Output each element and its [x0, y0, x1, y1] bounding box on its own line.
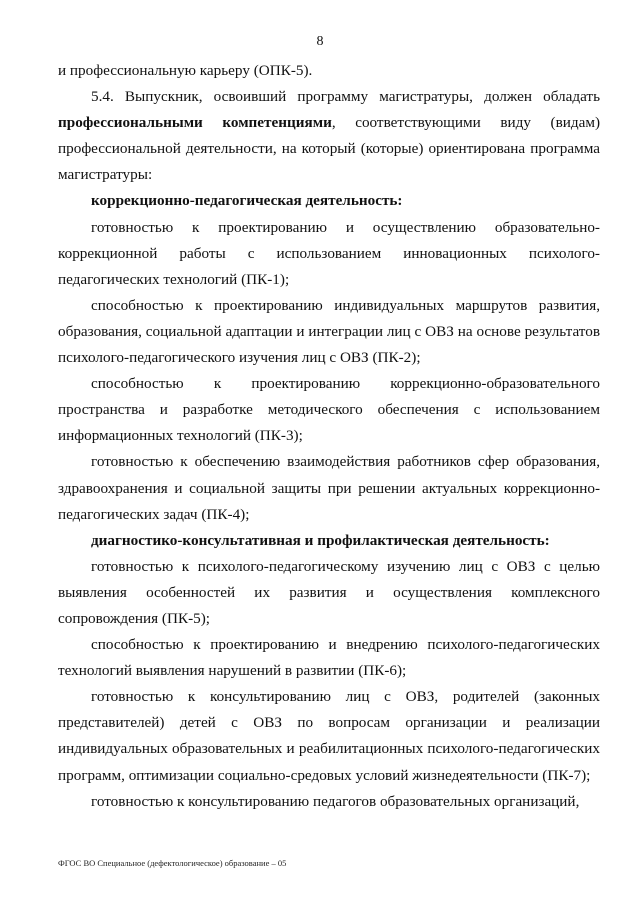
page-number: 8	[316, 34, 324, 49]
competence-pk-6: способностью к проектированию и внедрению психолого-педагогических технологий выявления нарушений в развитии (ПК-6);	[58, 636, 600, 680]
paragraph-5-4-lead: 5.4. Выпускник, освоивший программу магистратуры, должен обладать	[91, 88, 600, 106]
section-heading-correctional: коррекционно-педагогическая деятельность:	[91, 192, 403, 210]
competence-pk-2: способностью к проектированию индивидуальных маршрутов развития, образования, социальной адаптации и интеграции лиц с ОВЗ на основе результатов психолого-педагогического изучения лиц с ОВЗ (ПК-2);	[58, 296, 600, 367]
paragraph-continuation: и профессиональную карьеру (ОПК-5).	[58, 62, 313, 79]
competence-pk-5: готовностью к психолого-педагогическому изучению лиц с ОВЗ с целью выявления особенностей их развития и осуществления комплексного сопровождения (ПК-5);	[58, 557, 600, 627]
page-footer: ФГОС ВО Специальное (дефектологическое) образование – 05	[58, 858, 287, 868]
paragraph-5-4-bold: профессиональными компетенциями	[58, 114, 332, 132]
competence-pk-8-start: готовностью к консультированию педагогов образовательных организаций,	[91, 792, 580, 810]
competence-pk-1: готовностью к проектированию и осуществлению образовательно-коррекционной работы с использованием инновационных психолого-педагогических технологий (ПК-1);	[58, 218, 600, 288]
paragraph-5-4	[58, 84, 600, 188]
competence-pk-4: готовностью к обеспечению взаимодействия работников сфер образования, здравоохранения и социальной защиты при решении актуальных коррекционно-педагогических задач (ПК-4);	[58, 453, 600, 523]
paragraph-5-4-tail: , соответствующими виду (видам) профессиональной деятельности, на который (которые) ориентирована программа магистратуры:	[58, 114, 601, 184]
competence-pk-7: готовностью к консультированию лиц с ОВЗ, родителей (законных представителей) детей с ОВЗ по вопросам организации и реализации индивидуальных образовательных и реабилитационных психолого-педагогических программ, оптимизации социально-средовых условий жизнедеятельности (ПК-7);	[58, 688, 600, 784]
competence-pk-3: способностью к проектированию коррекционно-образовательного пространства и разработке методического обеспечения с использованием информационных технологий (ПК-3);	[58, 375, 600, 445]
document-body	[58, 58, 600, 815]
section-heading-diagnostic: диагностико-консультативная и профилактическая деятельность:	[91, 531, 550, 549]
